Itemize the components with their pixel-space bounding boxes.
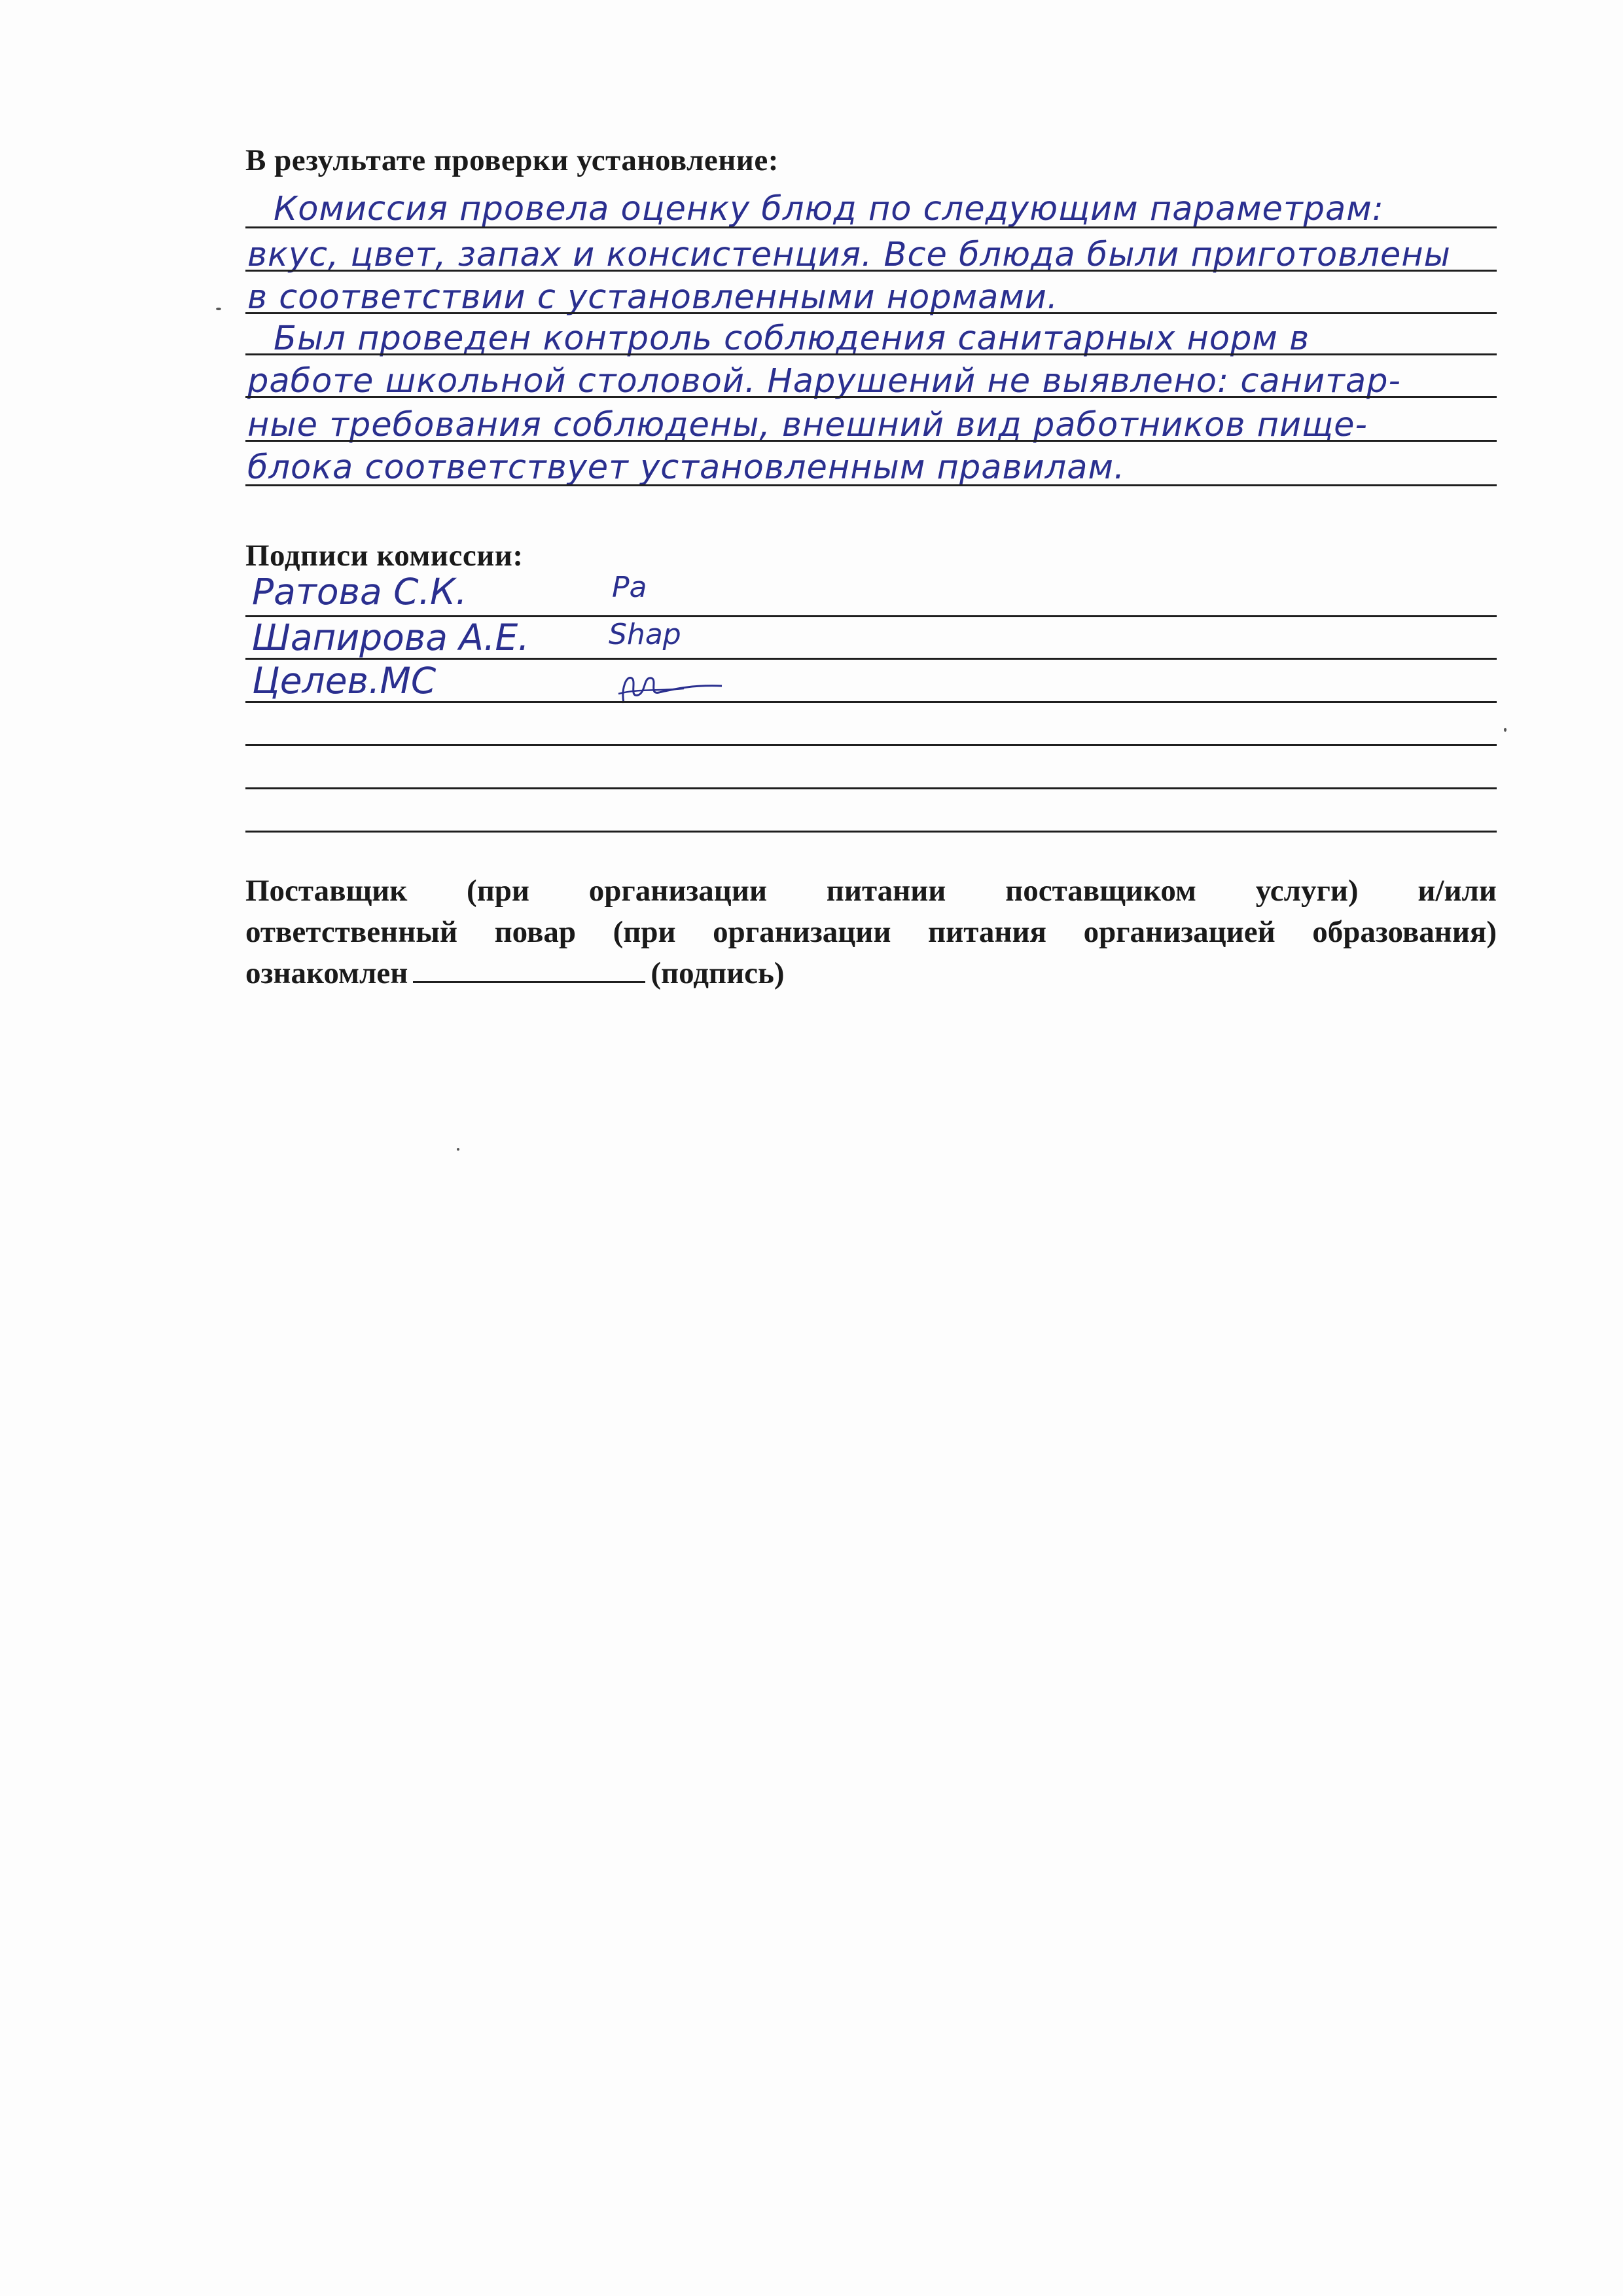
result-heading: В результате проверки установление: <box>245 143 779 177</box>
handwritten-line: в соответствии с установленными нормами. <box>247 278 1059 317</box>
signature-blank <box>413 955 645 983</box>
handwritten-line: блока соответствует установленным правилам. <box>247 448 1126 487</box>
acknowledgement-line: ответственный повар (при организации питания организацией образования) <box>245 915 1497 949</box>
member-name: Шапирова А.Е. <box>252 617 529 658</box>
underline-rule <box>245 396 1497 398</box>
underline-rule <box>245 312 1497 314</box>
scan-speck <box>216 308 221 310</box>
handwritten-line: работе школьной столовой. Нарушений не выявлено: санитар- <box>247 362 1401 401</box>
handwritten-line: Был проведен контроль соблюдения санитарных норм в <box>274 319 1310 358</box>
acknowledgement-block <box>245 870 1497 994</box>
underline-rule <box>245 484 1497 486</box>
member-name: Целев.МС <box>252 660 437 702</box>
underline-rule <box>245 440 1497 442</box>
handwritten-line: ные требования соблюдены, внешний вид работников пище- <box>247 406 1368 444</box>
signature-rule <box>245 831 1497 833</box>
member-name: Ратова С.К. <box>252 571 467 613</box>
acknowledgement-line: Поставщик (при организации питании поставщиком услуги) и/или <box>245 874 1497 908</box>
signature-rule <box>245 701 1497 703</box>
scan-speck <box>1504 728 1507 732</box>
member-signature: Shap <box>609 618 681 651</box>
handwritten-line: вкус, цвет, запах и консистенция. Все блюда были приготовлены <box>247 236 1451 274</box>
scan-speck <box>457 1148 459 1151</box>
signatures-heading: Подписи комиссии: <box>245 539 524 573</box>
member-signature: Ра <box>612 571 647 604</box>
acknowledged-label: ознакомлен <box>245 956 408 990</box>
signature-rule <box>245 787 1497 789</box>
underline-rule <box>245 270 1497 272</box>
signature-rule <box>245 744 1497 746</box>
handwritten-line: Комиссия провела оценку блюд по следующим параметрам: <box>274 190 1384 228</box>
signature-hint: (подпись) <box>651 956 785 990</box>
underline-rule <box>245 226 1497 228</box>
acknowledgement-line <box>245 953 1497 994</box>
underline-rule <box>245 353 1497 355</box>
